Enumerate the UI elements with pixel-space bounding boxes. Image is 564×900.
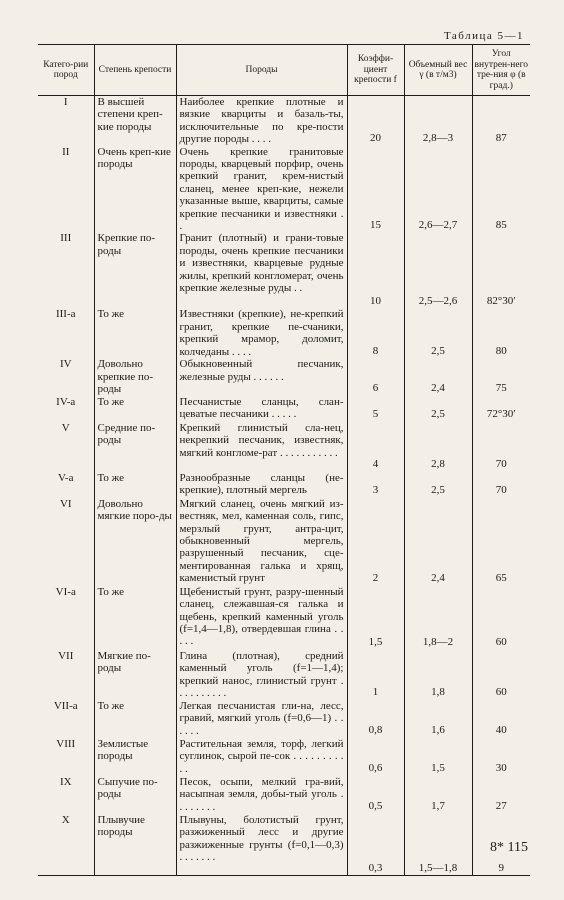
cell-category: I xyxy=(63,96,68,108)
cell-weight: 2,5 xyxy=(404,396,472,422)
cell-strength: Довольно крепкие по-роды xyxy=(94,358,176,395)
cell-weight: 1,5 xyxy=(404,738,472,776)
cell-coefficient: 2 xyxy=(347,498,404,586)
cell-angle: 85 xyxy=(472,146,530,233)
cell-angle: 40 xyxy=(472,700,530,738)
header-category: Катего-рии пород xyxy=(38,45,94,96)
cell-coefficient: 1 xyxy=(347,650,404,700)
table-row xyxy=(38,650,530,700)
cell-angle: 30 xyxy=(472,738,530,776)
cell-category: VI-а xyxy=(55,585,76,598)
cell-strength: То же xyxy=(94,396,176,422)
cell-coefficient: 5 xyxy=(347,396,404,422)
cell-weight: 2,8 xyxy=(404,422,472,472)
cell-rocks: Гранит (плотный) и грани-товые породы, очень крепкие песчаники и известняки, кварцевые рудные жилы, крепкий конгломерат, очень крепкие железные руды . . xyxy=(176,232,347,308)
cell-angle: 65 xyxy=(472,498,530,586)
cell-angle: 70 xyxy=(472,422,530,472)
cell-strength: Очень креп-кие породы xyxy=(94,146,176,233)
cell-angle: 60 xyxy=(472,586,530,650)
cell-category: X xyxy=(38,814,94,876)
cell-strength: Крепкие по-роды xyxy=(94,232,176,308)
cell-category: III-а xyxy=(55,308,76,321)
cell-coefficient: 20 xyxy=(347,96,404,146)
header-angle: Угол внутрен-него тре-ния φ (в град.) xyxy=(472,45,530,96)
table-row xyxy=(38,738,530,776)
table-row xyxy=(38,308,530,358)
table-row xyxy=(38,232,530,308)
rock-strength-table xyxy=(38,44,530,876)
table-row xyxy=(38,422,530,472)
cell-weight: 2,5 xyxy=(404,472,472,498)
cell-rocks: Плывуны, болотистый грунт, разжиженный лесс и другие разжиженные грунты (f=0,1—0,3) . . . . . . . xyxy=(176,814,347,876)
cell-rocks: Легкая песчанистая гли-на, лесс, гравий, мягкий уголь (f=0,6—1) . . . . . . xyxy=(176,700,347,738)
cell-weight: 2,4 xyxy=(404,498,472,586)
cell-coefficient: 8 xyxy=(347,308,404,358)
cell-weight: 1,5—1,8 xyxy=(404,814,472,876)
table-row xyxy=(38,358,530,395)
cell-strength: Сыпучие по-роды xyxy=(94,776,176,814)
table-row xyxy=(38,776,530,814)
cell-coefficient: 15 xyxy=(347,146,404,233)
cell-coefficient: 0,5 xyxy=(347,776,404,814)
cell-rocks: Крепкий глинистый сла-нец, некрепкий песчаник, известняк, мягкий конгломе-рат . . . . . . . . . . . xyxy=(176,422,347,472)
cell-rocks: Обыкновенный песчаник, железные руды . . . . . . xyxy=(176,358,347,395)
cell-angle: 70 xyxy=(472,472,530,498)
cell-category: II xyxy=(62,145,70,158)
table-row xyxy=(38,498,530,586)
cell-rocks: Глина (плотная), средний каменный уголь (f=1—1,4); крепкий нанос, глинистый грунт . . . . . . . . . . xyxy=(176,650,347,700)
cell-strength: То же xyxy=(94,586,176,650)
cell-coefficient: 10 xyxy=(347,232,404,308)
cell-coefficient: 0,3 xyxy=(347,814,404,876)
rock-strength-table-container xyxy=(38,44,530,876)
cell-coefficient: 1,5 xyxy=(347,586,404,650)
cell-angle: 87 xyxy=(472,96,530,146)
cell-angle: 60 xyxy=(472,650,530,700)
header-strength: Степень крепости xyxy=(94,45,176,96)
cell-weight: 2,5 xyxy=(404,308,472,358)
table-row xyxy=(38,96,530,146)
cell-strength: Плывучие породы xyxy=(94,814,176,876)
table-row xyxy=(38,146,530,233)
header-weight: Объемный вес γ (в т/м3) xyxy=(404,45,472,96)
cell-coefficient: 3 xyxy=(347,472,404,498)
cell-category: III xyxy=(60,232,72,245)
cell-angle: 82°30′ xyxy=(472,232,530,308)
cell-category: V-а xyxy=(58,471,74,484)
table-row xyxy=(38,814,530,876)
cell-category: V xyxy=(61,421,70,434)
cell-category: IV xyxy=(59,358,72,371)
cell-strength: В высшей степени креп-кие породы xyxy=(94,96,176,146)
cell-angle: 75 xyxy=(472,358,530,395)
cell-category: VIII xyxy=(56,737,76,750)
cell-weight: 2,5—2,6 xyxy=(404,232,472,308)
table-row xyxy=(38,396,530,422)
cell-strength: То же xyxy=(94,472,176,498)
cell-weight: 1,6 xyxy=(404,700,472,738)
cell-angle: 27 xyxy=(472,776,530,814)
cell-strength: Мягкие по-роды xyxy=(94,650,176,700)
cell-rocks: Песок, осыпи, мелкий гра-вий, насыпная земля, добы-тый уголь . . . . . . . . xyxy=(176,776,347,814)
cell-angle: 72°30′ xyxy=(472,396,530,422)
cell-rocks: Известняки (крепкие), не-крепкий гранит, крепкие пе-счаники, крепкий мрамор, доломит, колчеданы . . . . xyxy=(176,308,347,358)
cell-angle: 9 xyxy=(472,814,530,876)
cell-weight: 2,8—3 xyxy=(404,96,472,146)
cell-coefficient: 6 xyxy=(347,358,404,395)
cell-weight: 1,8—2 xyxy=(404,586,472,650)
cell-coefficient: 0,6 xyxy=(347,738,404,776)
cell-weight: 1,8 xyxy=(404,650,472,700)
table-row xyxy=(38,700,530,738)
cell-category: VI xyxy=(59,497,72,510)
header-rocks: Породы xyxy=(176,45,347,96)
cell-coefficient: 0,8 xyxy=(347,700,404,738)
cell-rocks: Очень крепкие гранитовые породы, кварцевый порфир, очень крепкий гранит, крем-нистый сланец, менее креп-кие, нежели указанные выше, кварциты, самые крепкие песчаники и известняки . . xyxy=(176,146,347,233)
cell-rocks: Мягкий сланец, очень мягкий из-вестняк, мел, каменная соль, гипс, мерзлый грунт, антра-цит, обыкновенный мергель, разрушенный песчаник, сце-ментированная галька и хрящ, каменистый грунт xyxy=(176,498,347,586)
cell-strength: Средние по-роды xyxy=(94,422,176,472)
cell-strength: То же xyxy=(94,700,176,738)
cell-category: IX xyxy=(59,775,72,788)
table-row xyxy=(38,472,530,498)
table-label: Таблица 5—1 xyxy=(443,30,524,42)
cell-weight: 2,4 xyxy=(404,358,472,395)
cell-weight: 1,7 xyxy=(404,776,472,814)
page-number: 8* 115 xyxy=(490,840,528,855)
cell-rocks: Растительная земля, торф, легкий суглинок, сырой пе-сок . . . . . . . . . . . xyxy=(176,738,347,776)
cell-strength: Землистые породы xyxy=(94,738,176,776)
header-coefficient: Коэффи-циент крепости f xyxy=(347,45,404,96)
table-row xyxy=(38,586,530,650)
cell-rocks: Наиболее крепкие плотные и вязкие кварциты и базаль-ты, исключительные по кре-пости другие породы . . . . xyxy=(176,96,347,146)
cell-rocks: Разнообразные сланцы (не-крепкие), плотный мергель xyxy=(176,472,347,498)
table-header-row xyxy=(38,45,530,96)
cell-coefficient: 4 xyxy=(347,422,404,472)
cell-category: VII-а xyxy=(53,699,78,712)
cell-category: IV-а xyxy=(56,395,76,408)
cell-strength: То же xyxy=(94,308,176,358)
cell-rocks: Щебенистый грунт, разру-шенный сланец, слежавшая-ся галька и щебень, крепкий каменный уголь (f=1,4—1,8), отвердевшая глина . . . . . xyxy=(176,586,347,650)
cell-angle: 80 xyxy=(472,308,530,358)
cell-category: VII xyxy=(58,649,74,662)
cell-weight: 2,6—2,7 xyxy=(404,146,472,233)
cell-rocks: Песчанистые сланцы, слан-цеватые песчаники . . . . . xyxy=(176,396,347,422)
cell-strength: Довольно мягкие поро-ды xyxy=(94,498,176,586)
